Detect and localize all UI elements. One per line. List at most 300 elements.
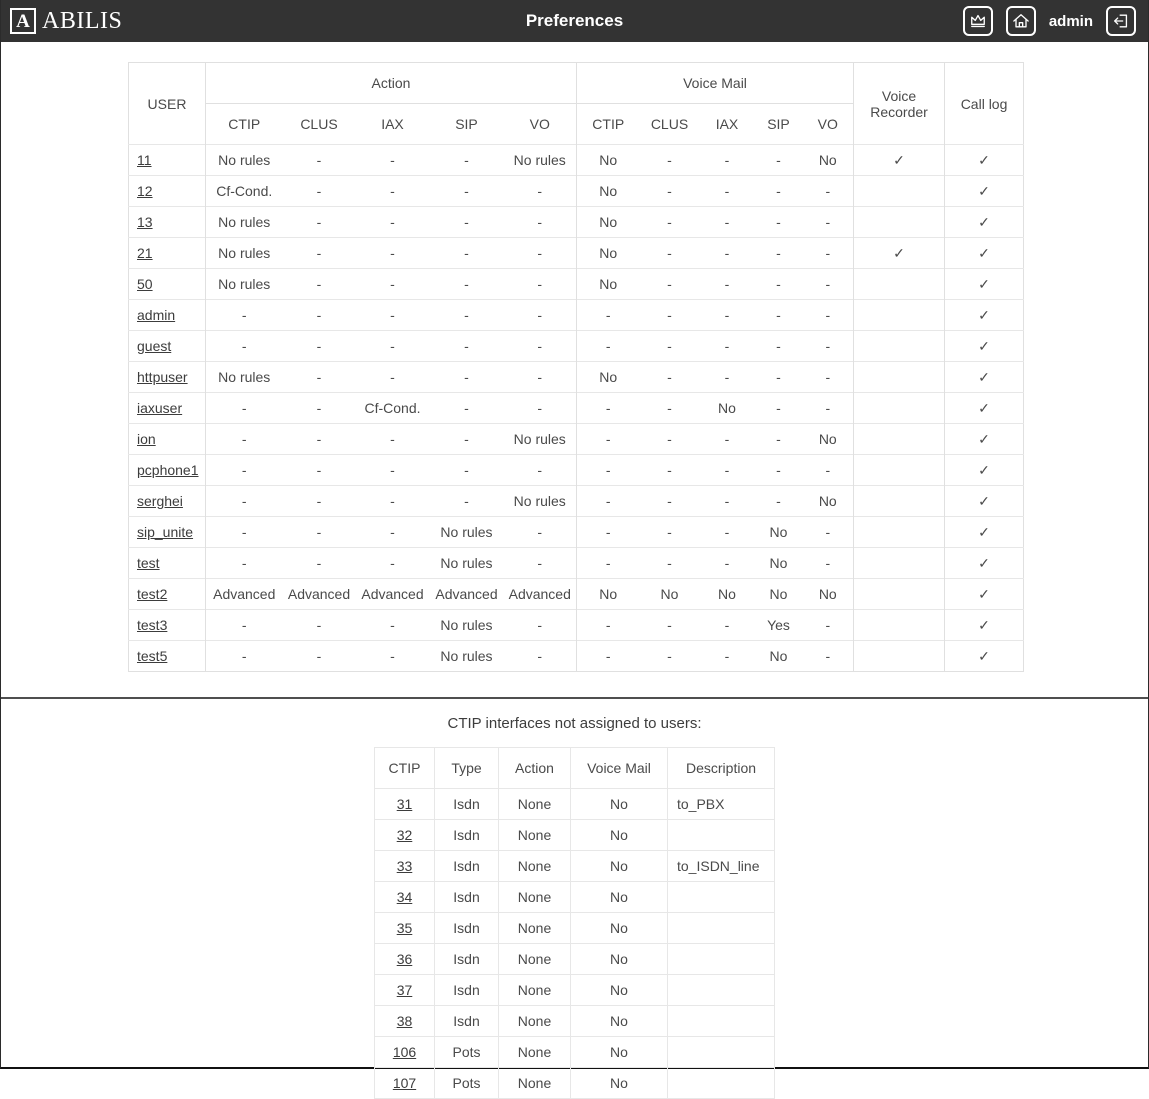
call-log-cell: ✓ — [945, 362, 1024, 393]
voice-recorder-cell — [854, 207, 945, 238]
col-header-voice-mail: Voice Mail — [571, 748, 668, 789]
action-ctip-cell: Cf-Cond. — [206, 176, 283, 207]
user-link[interactable]: sip_unite — [137, 524, 194, 540]
voicemail-iax-cell: - — [700, 610, 755, 641]
action-cell: None — [499, 1068, 571, 1099]
action-sip-cell: - — [430, 455, 504, 486]
description-cell — [668, 1006, 775, 1037]
action-clus-cell: - — [283, 548, 356, 579]
description-cell — [668, 913, 775, 944]
type-cell: Isdn — [435, 975, 499, 1006]
col-header-ctip: CTIP — [375, 748, 435, 789]
ctip-link[interactable]: 32 — [396, 827, 413, 843]
voicemail-vo-cell: - — [803, 393, 854, 424]
table-row — [375, 882, 775, 913]
action-clus-cell: - — [283, 145, 356, 176]
action-sip-cell: - — [430, 145, 504, 176]
call-log-cell: ✓ — [945, 269, 1024, 300]
voicemail-vo-cell: - — [803, 610, 854, 641]
voicemail-sip-cell: - — [755, 393, 803, 424]
type-cell: Isdn — [435, 913, 499, 944]
action-sip-cell: Advanced — [430, 579, 504, 610]
voice-mail-cell: No — [571, 820, 668, 851]
type-cell: Pots — [435, 1068, 499, 1099]
voicemail-iax-cell: - — [700, 486, 755, 517]
description-cell: to_PBX — [668, 789, 775, 820]
action-clus-cell: - — [283, 269, 356, 300]
action-sip-cell: - — [430, 393, 504, 424]
user-cell — [129, 176, 206, 207]
call-log-cell: ✓ — [945, 579, 1024, 610]
voicemail-ctip-cell: No — [577, 362, 640, 393]
action-sip-cell: - — [430, 486, 504, 517]
col-header-call-log: Call log — [960, 95, 1008, 112]
user-link[interactable]: test — [137, 555, 160, 571]
action-vo-cell: - — [504, 517, 577, 548]
col-header-vm-ctip: CTIP — [592, 116, 625, 132]
table-row — [129, 362, 1024, 393]
user-link[interactable]: admin — [137, 307, 176, 323]
voicemail-vo-cell: - — [803, 517, 854, 548]
voicemail-sip-cell: - — [755, 424, 803, 455]
ctip-link[interactable]: 31 — [396, 796, 413, 812]
col-header-action-ctip: CTIP — [228, 116, 261, 132]
voice-recorder-cell — [854, 486, 945, 517]
users-table-body — [129, 145, 1024, 672]
action-ctip-cell: - — [206, 610, 283, 641]
action-ctip-cell: No rules — [206, 362, 283, 393]
action-clus-cell: - — [283, 362, 356, 393]
type-cell: Pots — [435, 1037, 499, 1068]
voicemail-sip-cell: - — [755, 207, 803, 238]
call-log-cell: ✓ — [945, 486, 1024, 517]
ctip-link[interactable]: 33 — [396, 858, 413, 874]
voicemail-clus-cell: - — [640, 269, 700, 300]
voicemail-iax-cell: - — [700, 641, 755, 672]
voicemail-clus-cell: - — [640, 455, 700, 486]
voicemail-vo-cell: - — [803, 641, 854, 672]
user-cell — [129, 238, 206, 269]
voice-mail-cell: No — [571, 975, 668, 1006]
voice-mail-cell: No — [571, 1006, 668, 1037]
action-vo-cell: - — [504, 238, 577, 269]
table-row — [129, 176, 1024, 207]
voice-mail-cell: No — [571, 913, 668, 944]
voicemail-iax-cell: No — [700, 393, 755, 424]
voicemail-ctip-cell: - — [577, 424, 640, 455]
voicemail-clus-cell: - — [640, 145, 700, 176]
table-header-group-row — [129, 63, 1024, 104]
call-log-cell: ✓ — [945, 176, 1024, 207]
voice-mail-cell: No — [571, 882, 668, 913]
user-link[interactable]: pcphone1 — [137, 462, 199, 478]
page-title: Preferences — [525, 11, 624, 30]
crown-icon — [968, 11, 988, 31]
voice-recorder-cell: ✓ — [854, 145, 945, 176]
voicemail-clus-cell: - — [640, 610, 700, 641]
ctip-cell — [375, 851, 435, 882]
action-iax-cell: - — [356, 641, 430, 672]
action-clus-cell: - — [283, 641, 356, 672]
action-iax-cell: Cf-Cond. — [356, 393, 430, 424]
user-link[interactable]: ion — [137, 431, 156, 447]
voicemail-sip-cell: No — [755, 517, 803, 548]
ctip-link[interactable]: 106 — [392, 1044, 417, 1060]
user-link[interactable]: 13 — [137, 214, 153, 230]
action-clus-cell: - — [283, 300, 356, 331]
call-log-cell: ✓ — [945, 610, 1024, 641]
table-row — [375, 913, 775, 944]
action-cell: None — [499, 789, 571, 820]
voicemail-vo-cell: - — [803, 455, 854, 486]
ctip-link[interactable]: 34 — [396, 889, 413, 905]
action-iax-cell: - — [356, 517, 430, 548]
ctip-cell — [375, 882, 435, 913]
logout-icon — [1111, 11, 1131, 31]
col-header-vm-iax: IAX — [715, 116, 739, 132]
action-sip-cell: No rules — [430, 610, 504, 641]
action-vo-cell: - — [504, 176, 577, 207]
col-header-vm-vo: VO — [803, 104, 854, 145]
action-sip-cell: - — [430, 331, 504, 362]
description-cell — [668, 882, 775, 913]
action-cell: None — [499, 913, 571, 944]
ctip-cell — [375, 1037, 435, 1068]
table-header-row — [375, 748, 775, 789]
user-cell — [129, 269, 206, 300]
call-log-cell: ✓ — [945, 455, 1024, 486]
voicemail-clus-cell: - — [640, 424, 700, 455]
voice-mail-cell: No — [571, 1068, 668, 1099]
table-row — [375, 820, 775, 851]
voice-mail-cell: No — [571, 1037, 668, 1068]
voicemail-iax-cell: - — [700, 548, 755, 579]
home-button[interactable] — [1006, 6, 1036, 36]
user-cell — [129, 331, 206, 362]
voicemail-sip-cell: - — [755, 238, 803, 269]
voicemail-ctip-cell: - — [577, 610, 640, 641]
user-cell — [129, 300, 206, 331]
ctip-table-body — [375, 789, 775, 1099]
action-vo-cell: - — [504, 331, 577, 362]
user-link[interactable]: test5 — [137, 648, 168, 664]
action-sip-cell: - — [430, 176, 504, 207]
ctip-link[interactable]: 107 — [392, 1075, 417, 1091]
voicemail-iax-cell: - — [700, 238, 755, 269]
action-iax-cell: - — [356, 486, 430, 517]
call-log-cell: ✓ — [945, 517, 1024, 548]
ctip-cell — [375, 944, 435, 975]
voicemail-iax-cell: - — [700, 424, 755, 455]
voicemail-clus-cell: - — [640, 486, 700, 517]
action-iax-cell: - — [356, 300, 430, 331]
col-header-description: Description — [668, 748, 775, 789]
action-ctip-cell: - — [206, 331, 283, 362]
voicemail-clus-cell: No — [640, 579, 700, 610]
voicemail-ctip-cell: No — [577, 176, 640, 207]
table-row — [375, 851, 775, 882]
table-row — [129, 331, 1024, 362]
col-header-user: USER — [129, 63, 206, 145]
user-cell — [129, 641, 206, 672]
call-log-cell: ✓ — [945, 641, 1024, 672]
user-link[interactable]: 50 — [137, 276, 153, 292]
ctip-cell — [375, 789, 435, 820]
logo-text: ABILIS — [42, 7, 123, 34]
table-row — [129, 207, 1024, 238]
action-iax-cell: - — [356, 455, 430, 486]
voice-mail-cell: No — [571, 944, 668, 975]
action-clus-cell: - — [283, 455, 356, 486]
voicemail-ctip-cell: No — [577, 238, 640, 269]
col-header-action-iax: IAX — [381, 116, 404, 132]
action-iax-cell: - — [356, 548, 430, 579]
type-cell: Isdn — [435, 1006, 499, 1037]
voicemail-iax-cell: - — [700, 176, 755, 207]
action-iax-cell: - — [356, 176, 430, 207]
table-row — [129, 145, 1024, 176]
voicemail-sip-cell: Yes — [755, 610, 803, 641]
user-cell — [129, 145, 206, 176]
action-ctip-cell: Advanced — [206, 579, 283, 610]
action-clus-cell: - — [283, 424, 356, 455]
user-cell — [129, 610, 206, 641]
col-header-vm-sip: SIP — [767, 116, 790, 132]
voicemail-sip-cell: No — [755, 641, 803, 672]
action-vo-cell: No rules — [504, 486, 577, 517]
voice-recorder-cell — [854, 362, 945, 393]
ctip-section-heading: CTIP interfaces not assigned to users: — [447, 715, 702, 732]
voicemail-iax-cell: - — [700, 145, 755, 176]
action-ctip-cell: - — [206, 548, 283, 579]
voicemail-clus-cell: - — [640, 331, 700, 362]
voicemail-iax-cell: No — [700, 579, 755, 610]
voicemail-ctip-cell: - — [577, 641, 640, 672]
voicemail-vo-cell: No — [803, 145, 854, 176]
col-header-action-sip: SIP — [455, 116, 478, 132]
action-clus-cell: - — [283, 486, 356, 517]
user-link[interactable]: httpuser — [137, 369, 188, 385]
action-ctip-cell: - — [206, 393, 283, 424]
action-cell: None — [499, 882, 571, 913]
voicemail-sip-cell: - — [755, 455, 803, 486]
user-cell — [129, 548, 206, 579]
voicemail-clus-cell: - — [640, 176, 700, 207]
action-clus-cell: - — [283, 207, 356, 238]
table-row — [375, 975, 775, 1006]
voicemail-ctip-cell: - — [577, 393, 640, 424]
action-iax-cell: - — [356, 269, 430, 300]
action-vo-cell: No rules — [504, 424, 577, 455]
voicemail-sip-cell: - — [755, 331, 803, 362]
voicemail-vo-cell: No — [803, 424, 854, 455]
action-ctip-cell: - — [206, 455, 283, 486]
call-log-cell: ✓ — [945, 145, 1024, 176]
voice-recorder-cell — [854, 455, 945, 486]
user-link[interactable]: iaxuser — [137, 400, 183, 416]
action-cell: None — [499, 820, 571, 851]
voice-recorder-cell — [854, 269, 945, 300]
col-header-vm-clus: CLUS — [650, 116, 689, 132]
action-cell: None — [499, 944, 571, 975]
user-cell — [129, 424, 206, 455]
action-vo-cell: - — [504, 269, 577, 300]
action-clus-cell: - — [283, 331, 356, 362]
voice-mail-cell: No — [571, 851, 668, 882]
action-vo-cell: No rules — [504, 145, 577, 176]
voicemail-vo-cell: - — [803, 207, 854, 238]
user-link[interactable]: test2 — [137, 586, 168, 602]
user-cell — [129, 455, 206, 486]
voicemail-clus-cell: - — [640, 517, 700, 548]
voicemail-clus-cell: - — [640, 393, 700, 424]
call-log-cell: ✓ — [945, 238, 1024, 269]
table-row — [129, 486, 1024, 517]
voicemail-ctip-cell: No — [577, 145, 640, 176]
col-header-type: Type — [435, 748, 499, 789]
call-log-cell: ✓ — [945, 207, 1024, 238]
ctip-link[interactable]: 38 — [396, 1013, 413, 1029]
type-cell: Isdn — [435, 820, 499, 851]
voicemail-sip-cell: - — [755, 362, 803, 393]
action-clus-cell: - — [283, 393, 356, 424]
user-cell — [129, 393, 206, 424]
table-row — [375, 1037, 775, 1068]
action-ctip-cell: - — [206, 300, 283, 331]
action-clus-cell: - — [283, 517, 356, 548]
call-log-cell: ✓ — [945, 424, 1024, 455]
voice-mail-cell: No — [571, 789, 668, 820]
action-iax-cell: - — [356, 424, 430, 455]
voicemail-clus-cell: - — [640, 362, 700, 393]
ctip-interfaces-table — [374, 747, 775, 1099]
logged-in-user: admin — [1048, 12, 1093, 30]
action-ctip-cell: - — [206, 641, 283, 672]
action-ctip-cell: No rules — [206, 269, 283, 300]
voicemail-clus-cell: - — [640, 300, 700, 331]
logout-button[interactable] — [1106, 6, 1136, 36]
voicemail-vo-cell: - — [803, 331, 854, 362]
ctip-link[interactable]: 37 — [396, 982, 413, 998]
voicemail-iax-cell: - — [700, 455, 755, 486]
action-ctip-cell: - — [206, 517, 283, 548]
description-cell — [668, 1037, 775, 1068]
voicemail-iax-cell: - — [700, 269, 755, 300]
voicemail-sip-cell: No — [755, 548, 803, 579]
action-sip-cell: No rules — [430, 517, 504, 548]
abilis-logo — [10, 8, 122, 35]
home-icon — [1011, 11, 1031, 31]
action-cell: None — [499, 851, 571, 882]
user-link[interactable]: 21 — [137, 245, 153, 261]
ctip-link[interactable]: 36 — [396, 951, 413, 967]
voice-recorder-cell — [854, 548, 945, 579]
section-divider — [1, 697, 1148, 699]
ctip-cell — [375, 913, 435, 944]
ctip-cell — [375, 820, 435, 851]
action-iax-cell: - — [356, 145, 430, 176]
voicemail-ctip-cell: No — [577, 269, 640, 300]
table-row — [375, 944, 775, 975]
voicemail-vo-cell: No — [803, 486, 854, 517]
voicemail-clus-cell: - — [640, 641, 700, 672]
action-iax-cell: - — [356, 362, 430, 393]
user-cell — [129, 207, 206, 238]
table-row — [129, 393, 1024, 424]
action-sip-cell: - — [430, 207, 504, 238]
logo-a-icon: A — [10, 8, 36, 34]
action-ctip-cell: No rules — [206, 145, 283, 176]
voicemail-ctip-cell: - — [577, 455, 640, 486]
voicemail-sip-cell: - — [755, 300, 803, 331]
table-row — [129, 610, 1024, 641]
user-link[interactable]: test3 — [137, 617, 168, 633]
description-cell — [668, 820, 775, 851]
action-vo-cell: - — [504, 641, 577, 672]
col-group-action: Action — [206, 63, 577, 104]
action-vo-cell: - — [504, 362, 577, 393]
action-cell: None — [499, 1006, 571, 1037]
voicemail-vo-cell: No — [803, 579, 854, 610]
voice-recorder-cell — [854, 424, 945, 455]
voice-recorder-cell — [854, 176, 945, 207]
action-sip-cell: - — [430, 362, 504, 393]
action-iax-cell: Advanced — [356, 579, 430, 610]
voicemail-vo-cell: - — [803, 300, 854, 331]
type-cell: Isdn — [435, 944, 499, 975]
col-header-voice-recorder: Voice Recorder — [854, 63, 945, 145]
user-cell — [129, 579, 206, 610]
action-clus-cell: - — [283, 238, 356, 269]
voice-recorder-cell — [854, 393, 945, 424]
voice-recorder-cell — [854, 300, 945, 331]
user-link[interactable]: guest — [137, 338, 172, 354]
voicemail-sip-cell: No — [755, 579, 803, 610]
user-link[interactable]: serghei — [137, 493, 183, 509]
voicemail-vo-cell: - — [803, 548, 854, 579]
voicemail-iax-cell: - — [700, 207, 755, 238]
call-log-cell: ✓ — [945, 548, 1024, 579]
voice-recorder-cell: ✓ — [854, 238, 945, 269]
voicemail-sip-cell: - — [755, 145, 803, 176]
action-sip-cell: - — [430, 238, 504, 269]
voicemail-ctip-cell: No — [577, 207, 640, 238]
ctip-link[interactable]: 35 — [396, 920, 413, 936]
action-iax-cell: - — [356, 238, 430, 269]
action-sip-cell: No rules — [430, 548, 504, 579]
call-log-cell: ✓ — [945, 300, 1024, 331]
action-sip-cell: - — [430, 300, 504, 331]
action-sip-cell: - — [430, 269, 504, 300]
voicemail-iax-cell: - — [700, 300, 755, 331]
user-link[interactable]: 11 — [137, 152, 152, 168]
voicemail-sip-cell: - — [755, 486, 803, 517]
voicemail-iax-cell: - — [700, 331, 755, 362]
user-link[interactable]: 12 — [137, 183, 153, 199]
voicemail-vo-cell: - — [803, 176, 854, 207]
table-row — [129, 300, 1024, 331]
voicemail-sip-cell: - — [755, 269, 803, 300]
call-log-cell: ✓ — [945, 331, 1024, 362]
voicemail-ctip-cell: - — [577, 486, 640, 517]
voicemail-ctip-cell: No — [577, 579, 640, 610]
col-header-action-clus: CLUS — [300, 116, 338, 132]
table-row — [129, 548, 1024, 579]
voice-recorder-cell — [854, 517, 945, 548]
table-row — [129, 455, 1024, 486]
crown-button[interactable] — [963, 6, 993, 36]
voicemail-sip-cell: - — [755, 176, 803, 207]
